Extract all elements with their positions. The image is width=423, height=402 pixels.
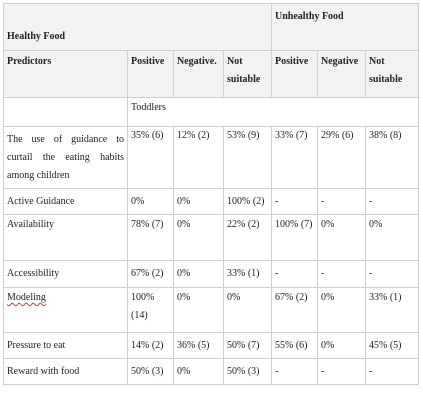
cell-negative-healthy: 0% [174, 359, 224, 385]
toddlers-label: Toddlers [128, 98, 419, 127]
table-row [4, 359, 419, 385]
predictor-label: Availability [4, 215, 128, 261]
cell-positive-unhealthy: - [272, 359, 318, 385]
cell-not-suitable-unhealthy: 33% (1) [366, 288, 419, 333]
cell-not-suitable-unhealthy: - [366, 189, 419, 215]
cell-not-suitable-unhealthy: 0% [366, 215, 419, 261]
cell-positive-unhealthy: 67% (2) [272, 288, 318, 333]
cell-positive-healthy: 78% (7) [128, 215, 174, 261]
column-header-row [4, 51, 419, 98]
cell-positive-unhealthy: - [272, 189, 318, 215]
modeling-text: Modeling [7, 292, 46, 303]
table-container [3, 3, 419, 385]
healthy-food-heading: Healthy Food [4, 4, 272, 51]
cell-positive-unhealthy: 33% (7) [272, 127, 318, 189]
col-positive-healthy: Positive [128, 51, 174, 98]
cell-positive-healthy: 35% (6) [128, 127, 174, 189]
cell-negative-healthy: 0% [174, 189, 224, 215]
cell-not-suitable-unhealthy: 38% (8) [366, 127, 419, 189]
cell-negative-healthy: 12% (2) [174, 127, 224, 189]
cell-negative-healthy: 0% [174, 288, 224, 333]
cell-not-suitable-healthy: 100% (2) [224, 189, 272, 215]
cell-negative-healthy: 36% (5) [174, 333, 224, 359]
cell-negative-unhealthy: 0% [318, 333, 366, 359]
cell-positive-healthy: 14% (2) [128, 333, 174, 359]
cell-positive-healthy: 67% (2) [128, 261, 174, 288]
cell-negative-unhealthy: - [318, 359, 366, 385]
predictor-label: Pressure to eat [4, 333, 128, 359]
table-row [4, 333, 419, 359]
table-row [4, 127, 419, 189]
predictors-table [3, 3, 419, 385]
predictor-label [4, 288, 128, 333]
cell-negative-unhealthy: 0% [318, 288, 366, 333]
col-not-suitable-unhealthy: Not suitable [366, 51, 419, 98]
group-header-row [4, 4, 419, 51]
cell-negative-healthy: 0% [174, 215, 224, 261]
cell-positive-unhealthy: - [272, 261, 318, 288]
table-row [4, 288, 419, 333]
empty-cell [4, 98, 128, 127]
col-not-suitable-healthy: Not suitable [224, 51, 272, 98]
col-predictors: Predictors [4, 51, 128, 98]
cell-not-suitable-healthy: 0% [224, 288, 272, 333]
cell-not-suitable-unhealthy: 45% (5) [366, 333, 419, 359]
predictor-label: Active Guidance [4, 189, 128, 215]
toddlers-group-row [4, 98, 419, 127]
cell-not-suitable-healthy: 50% (7) [224, 333, 272, 359]
cell-positive-unhealthy: 100% (7) [272, 215, 318, 261]
table-row [4, 189, 419, 215]
table-row [4, 261, 419, 288]
col-negative-healthy: Negative. [174, 51, 224, 98]
cell-negative-unhealthy: - [318, 261, 366, 288]
cell-negative-healthy: 0% [174, 261, 224, 288]
cell-negative-unhealthy: 0% [318, 215, 366, 261]
cell-not-suitable-healthy: 22% (2) [224, 215, 272, 261]
cell-positive-unhealthy: 55% (6) [272, 333, 318, 359]
col-positive-unhealthy: Positive [272, 51, 318, 98]
cell-not-suitable-healthy: 53% (9) [224, 127, 272, 189]
predictor-label: The use of guidance to curtail the eating habits among children [4, 127, 128, 189]
cell-not-suitable-unhealthy: - [366, 359, 419, 385]
unhealthy-food-heading: Unhealthy Food [272, 4, 419, 51]
col-negative-unhealthy: Negative [318, 51, 366, 98]
cell-negative-unhealthy: - [318, 189, 366, 215]
cell-positive-healthy: 50% (3) [128, 359, 174, 385]
cell-not-suitable-unhealthy: - [366, 261, 419, 288]
cell-positive-healthy: 0% [128, 189, 174, 215]
cell-positive-healthy: 100% (14) [128, 288, 174, 333]
cell-negative-unhealthy: 29% (6) [318, 127, 366, 189]
predictor-label: Reward with food [4, 359, 128, 385]
cell-not-suitable-healthy: 50% (3) [224, 359, 272, 385]
table-row [4, 215, 419, 261]
cell-not-suitable-healthy: 33% (1) [224, 261, 272, 288]
predictor-label: Accessibility [4, 261, 128, 288]
